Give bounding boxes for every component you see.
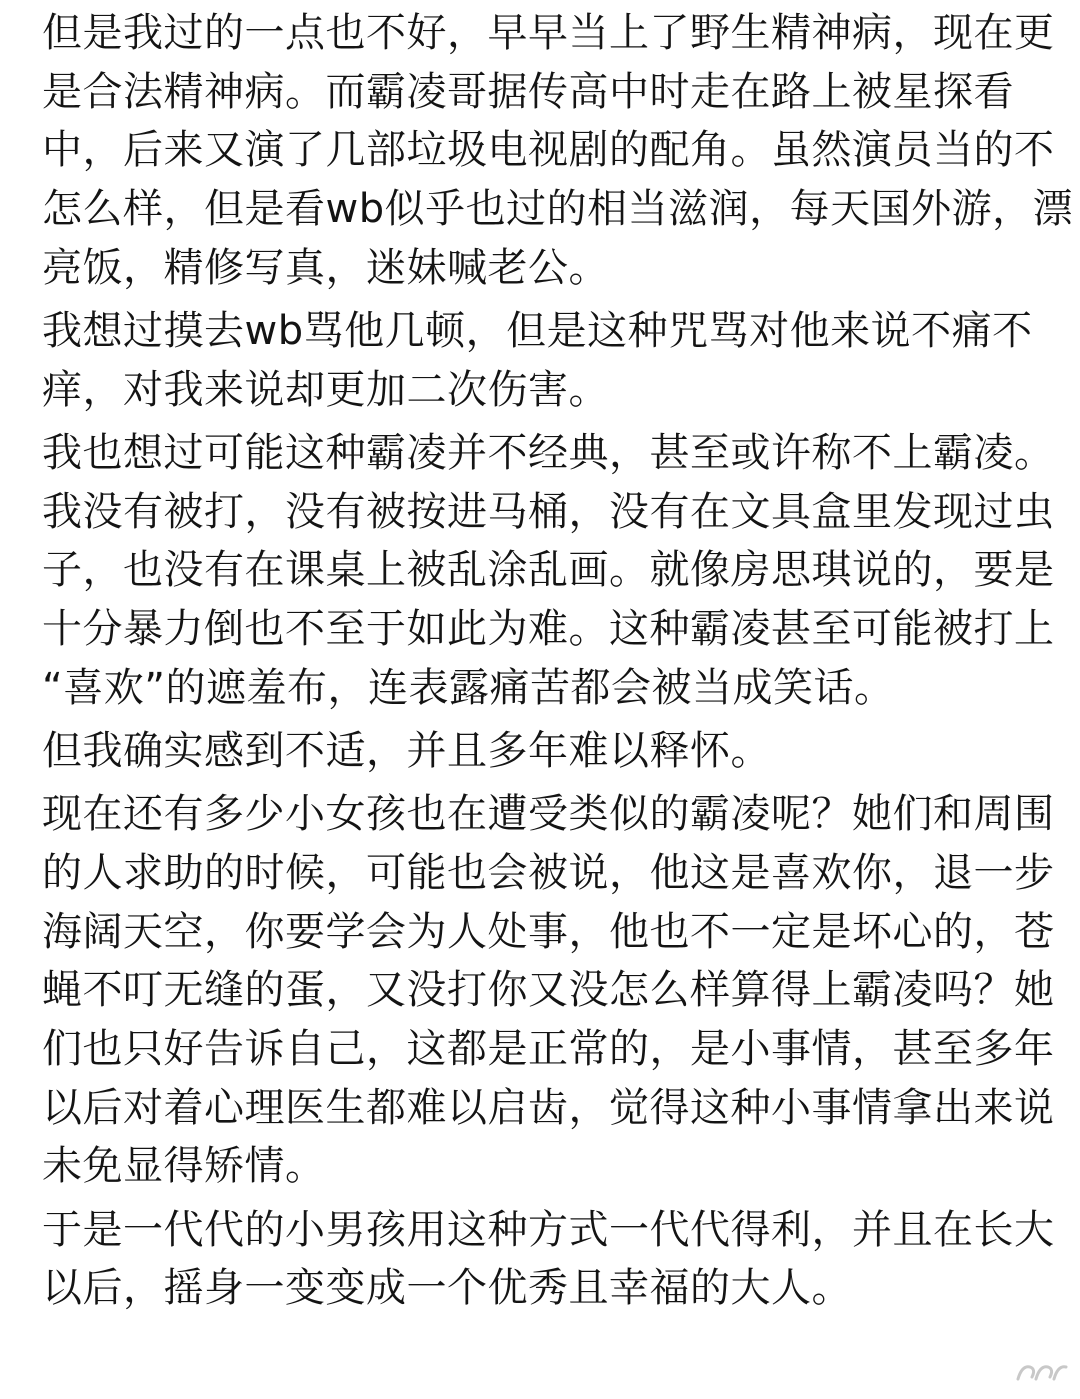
- text-line: 我也想过可能这种霸凌并不经典，甚至或许称不上霸凌。: [42, 429, 1055, 476]
- text-line: 蝇不叮无缝的蛋，又没打你又没怎么样算得上霸凌吗？她: [42, 967, 1055, 1014]
- paragraph: [42, 785, 1055, 1196]
- text-line: 们也只好告诉自己，这都是正常的，是小事情，甚至多年: [42, 1025, 1055, 1072]
- text-line: 我没有被打，没有被按进马桶，没有在文具盒里发现过虫: [42, 488, 1055, 535]
- text-line: 以后对着心理医生都难以启齿，觉得这种小事情拿出来说: [42, 1084, 1055, 1131]
- text-line: 的人求助的时候，可能也会被说，他这是喜欢你，退一步: [42, 849, 1055, 896]
- text-line: 未免显得矫情。: [42, 1143, 326, 1190]
- text-line: 我想过摸去wb骂他几顿，但是这种咒骂对他来说不痛不: [42, 308, 1033, 355]
- paragraph: [42, 1201, 1055, 1318]
- text-line: 十分暴力倒也不至于如此为难。这种霸凌甚至可能被打上: [42, 606, 1055, 653]
- text-line: 海阔天空，你要学会为人处事，他也不一定是坏心的，苍: [42, 908, 1055, 955]
- article-body: [42, 4, 1074, 1322]
- weibo-watermark-icon: [1012, 1357, 1072, 1387]
- text-line: 是合法精神病。而霸凌哥据传高中时走在路上被星探看: [42, 68, 1014, 115]
- text-line: 亮饭，精修写真，迷妹喊老公。: [42, 244, 609, 291]
- text-line: 痒，对我来说却更加二次伤害。: [42, 366, 609, 413]
- text-line: 于是一代代的小男孩用这种方式一代代得利，并且在长大: [42, 1206, 1055, 1253]
- paragraph: [42, 722, 1042, 781]
- text-line: 但是我过的一点也不好，早早当上了野生精神病，现在更: [42, 10, 1055, 56]
- text-line: 现在还有多少小女孩也在遭受类似的霸凌呢？她们和周围: [42, 791, 1055, 838]
- paragraph: [42, 4, 1074, 298]
- paragraph: [42, 424, 1055, 718]
- text-line: 子，也没有在课桌上被乱涂乱画。就像房思琪说的，要是: [42, 547, 1055, 594]
- text-line: 怎么样，但是看wb似乎也过的相当滋润，每天国外游，漂: [42, 186, 1074, 233]
- paragraph: [42, 302, 1042, 419]
- text-line: 中，后来又演了几部垃圾电视剧的配角。虽然演员当的不: [42, 127, 1055, 174]
- text-line: 以后，摇身一变变成一个优秀且幸福的大人。: [42, 1265, 852, 1312]
- text-line: “喜欢”的遮羞布，连表露痛苦都会被当成笑话。: [42, 664, 895, 711]
- text-line: 但我确实感到不适，并且多年难以释怀。: [42, 727, 771, 774]
